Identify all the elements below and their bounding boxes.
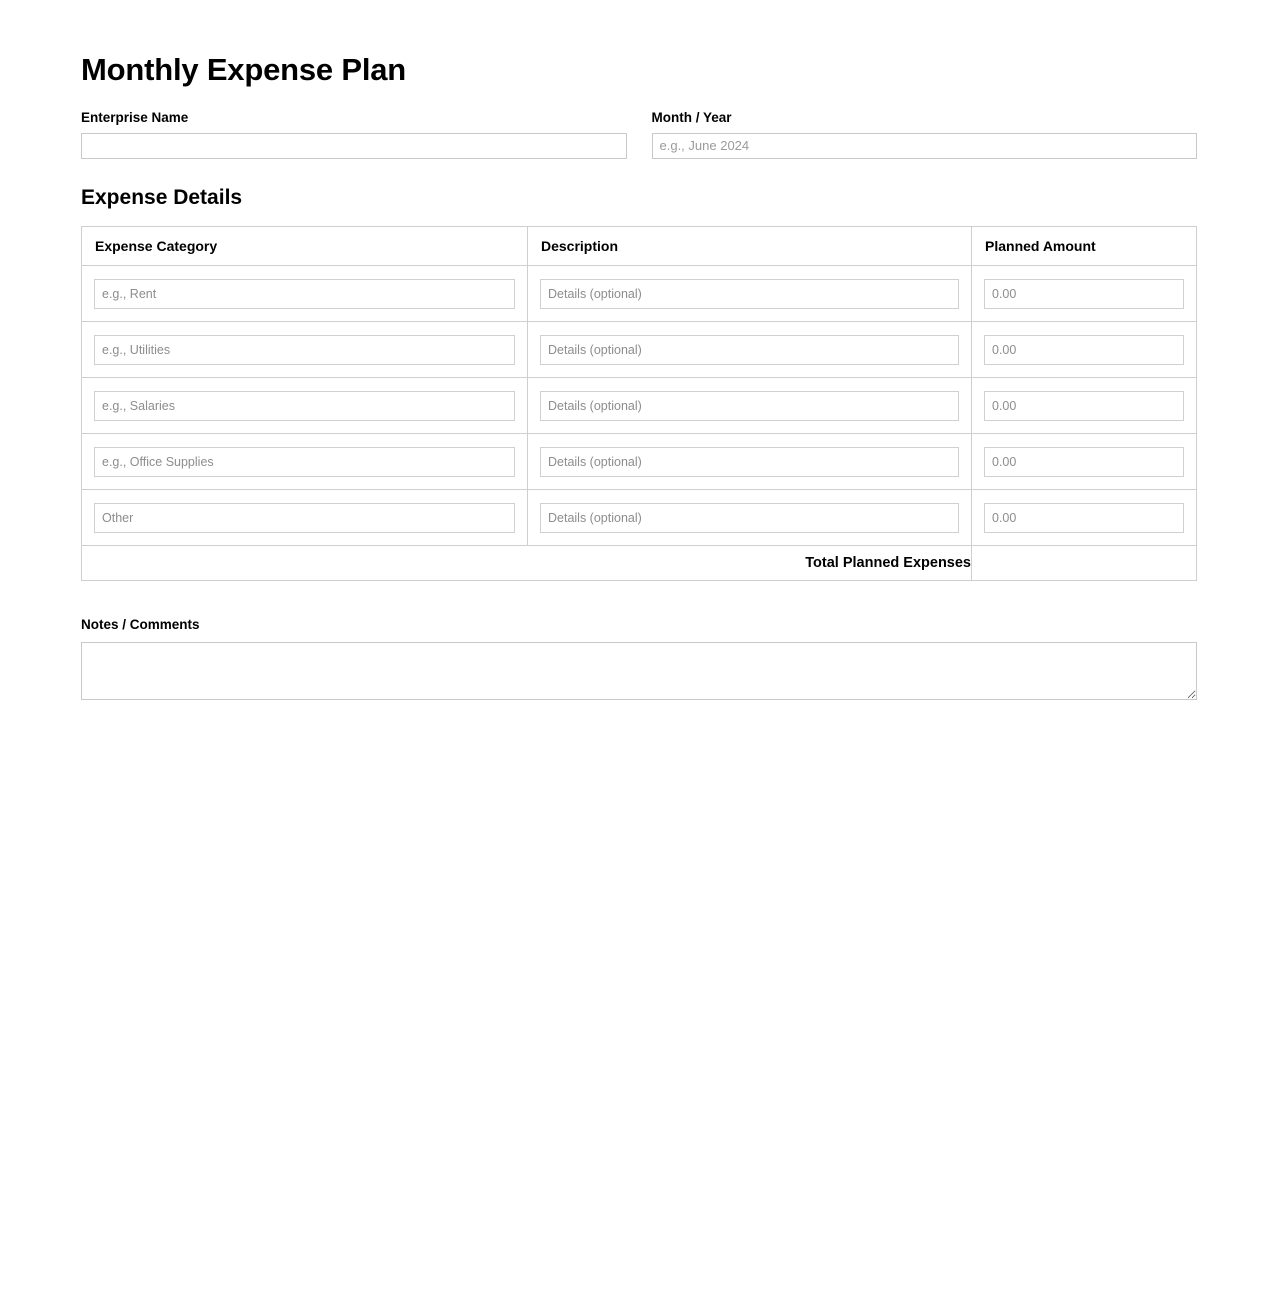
total-planned-expenses-value — [972, 546, 1197, 581]
notes-label: Notes / Comments — [81, 617, 200, 633]
column-header-expense-category: Expense Category — [82, 227, 528, 266]
page-title: Monthly Expense Plan — [81, 52, 407, 87]
table-row — [82, 378, 1197, 434]
table-row — [82, 266, 1197, 322]
expense-category-input[interactable] — [94, 391, 515, 421]
planned-amount-input[interactable] — [984, 391, 1184, 421]
expense-category-input[interactable] — [94, 335, 515, 365]
planned-amount-input[interactable] — [984, 503, 1184, 533]
table-row — [82, 490, 1197, 546]
cell-description — [528, 434, 972, 490]
total-planned-expenses-label: Total Planned Expenses — [82, 546, 972, 581]
table-header-row — [82, 227, 1197, 266]
cell-category — [82, 322, 528, 378]
table-header — [82, 227, 1197, 266]
cell-category — [82, 266, 528, 322]
notes-field-group — [81, 617, 1197, 700]
cell-category — [82, 378, 528, 434]
expense-category-input[interactable] — [94, 279, 515, 309]
planned-amount-input[interactable] — [984, 335, 1184, 365]
cell-description — [528, 322, 972, 378]
expense-description-input[interactable] — [540, 503, 959, 533]
table-row — [82, 322, 1197, 378]
expense-description-input[interactable] — [540, 447, 959, 477]
cell-category — [82, 434, 528, 490]
enterprise-name-input[interactable] — [81, 133, 627, 159]
cell-description — [528, 378, 972, 434]
cell-amount — [972, 434, 1197, 490]
planned-amount-input[interactable] — [984, 279, 1184, 309]
expense-description-input[interactable] — [540, 391, 959, 421]
table-row — [82, 434, 1197, 490]
expense-category-input[interactable] — [94, 503, 515, 533]
expense-details-table — [81, 226, 1197, 581]
top-form-row — [81, 110, 1197, 159]
column-header-description: Description — [528, 227, 972, 266]
notes-textarea[interactable] — [81, 642, 1197, 700]
cell-amount — [972, 378, 1197, 434]
planned-amount-input[interactable] — [984, 447, 1184, 477]
cell-amount — [972, 266, 1197, 322]
expense-details-heading: Expense Details — [81, 185, 243, 209]
cell-amount — [972, 322, 1197, 378]
month-year-input[interactable] — [652, 133, 1198, 159]
enterprise-name-field-group — [81, 110, 627, 159]
cell-description — [528, 490, 972, 546]
table-body — [82, 266, 1197, 581]
cell-description — [528, 266, 972, 322]
month-year-label: Month / Year — [651, 109, 732, 125]
column-header-planned-amount: Planned Amount — [972, 227, 1197, 266]
expense-category-input[interactable] — [94, 447, 515, 477]
cell-amount — [972, 490, 1197, 546]
total-row — [82, 546, 1197, 581]
cell-category — [82, 490, 528, 546]
expense-description-input[interactable] — [540, 335, 959, 365]
month-year-field-group — [652, 110, 1198, 159]
enterprise-name-label: Enterprise Name — [81, 109, 189, 125]
expense-description-input[interactable] — [540, 279, 959, 309]
